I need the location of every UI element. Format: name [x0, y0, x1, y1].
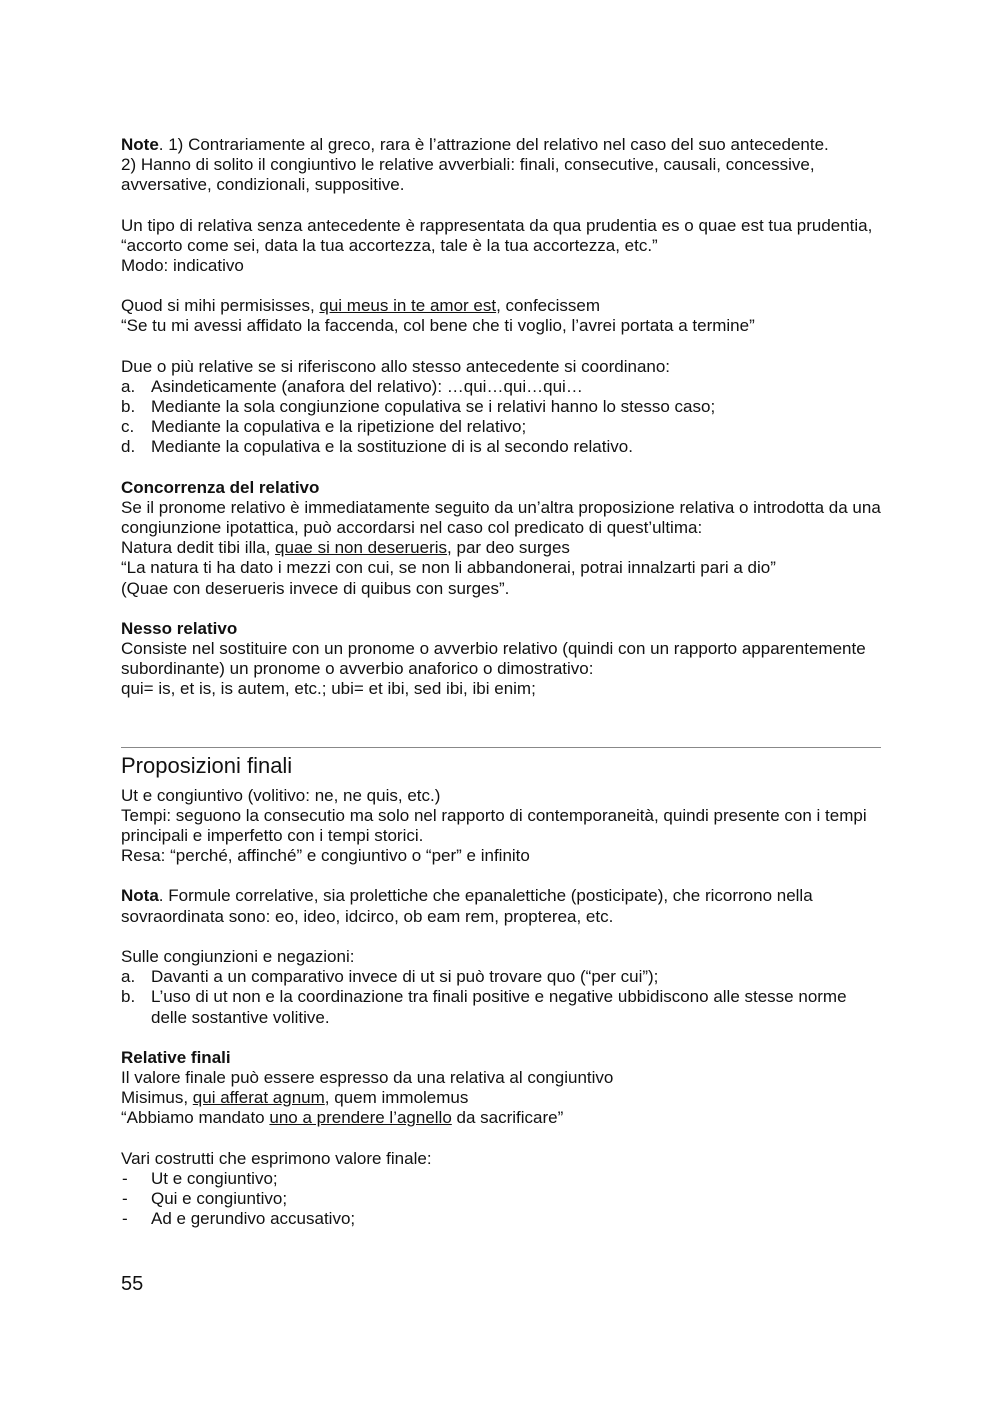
list-item: - Qui e congiuntivo; — [122, 1188, 288, 1208]
page-number: 55 — [121, 1273, 144, 1296]
list-item: d. Mediante la copulativa e la sostituzione di is al secondo relativo. — [121, 437, 633, 457]
coord-intro: Due o più relative se si riferiscono allo stesso antecedente si coordinano: — [121, 356, 671, 376]
list-item: b. L’uso di ut non e la coordinazione tra finali positive e negative ubbidiscono alle stesse norme delle sostantive volitive. — [121, 987, 847, 1027]
coord-list — [121, 377, 881, 458]
concorrenza-heading: Concorrenza del relativo — [121, 477, 320, 497]
finali-line-2: Tempi: seguono la consecutio ma solo nel rapporto di contemporaneità, quindi presente con i tempi principali e imperfetto con i tempi storici. — [121, 805, 867, 846]
list-item: c. Mediante la copulativa e la ripetizione del relativo; — [121, 417, 527, 437]
list-item: - Ad e gerundivo accusativo; — [122, 1209, 356, 1229]
nota-label: Nota — [121, 886, 159, 906]
nesso-heading: Nesso relativo — [121, 618, 238, 638]
list-item: b. Mediante la sola congiunzione copulativa se i relativi hanno lo stesso caso; — [121, 397, 716, 417]
section-divider — [121, 747, 881, 748]
note-paragraph-2: 2) Hanno di solito il congiuntivo le relative avverbiali: finali, consecutive, causali, concessive, avversative, condizionali, suppositive. — [121, 155, 815, 195]
example-quod: Quod si mihi permisisses, qui meus in te amor est, confecissem — [121, 296, 601, 316]
nota-paragraph: Nota. Formule correlative, sia prolettiche che epanalettiche (posticipate), che ricorrono nella sovraordinata sono: eo, ideo, idcirco, ob eam rem, propterea, etc. — [121, 886, 813, 926]
congiunzioni-intro: Sulle congiunzioni e negazioni: — [121, 946, 355, 966]
example-quod-translation: “Se tu mi avessi affidato la faccenda, col bene che ti voglio, l’avrei portata a termine” — [121, 316, 755, 336]
note-label: Note — [121, 135, 159, 154]
concorrenza-translation: “La natura ti ha dato i mezzi con cui, se non li abbandonerai, potrai innalzarti pari a dio” — [121, 558, 776, 578]
note-paragraph-1: Note. 1) Contrariamente al greco, rara è l’attrazione del relativo nel caso del suo antecedente. — [121, 135, 829, 154]
relativa-paragraph: Un tipo di relativa senza antecedente è rappresentata da qua prudentia es o quae est tua prudentia, “accorto come sei, data la tua accortezza, tale è la tua accortezza, etc.” — [121, 215, 873, 255]
concorrenza-note: (Quae con deserueris invece di quibus con surges”. — [121, 578, 510, 598]
document-body — [121, 135, 881, 1295]
nesso-examples: qui= is, et is, is autem, etc.; ubi= et ibi, sed ibi, ibi enim; — [121, 679, 536, 699]
relative-finali-example: Misimus, qui afferat agnum, quem immolemus — [121, 1088, 469, 1108]
finali-line-3: Resa: “perché, affinché” e congiuntivo o “per” e infinito — [121, 846, 530, 866]
relative-finali-text: Il valore finale può essere espresso da una relativa al congiuntivo — [121, 1067, 614, 1087]
list-item: - Ut e congiuntivo; — [122, 1168, 278, 1188]
finali-line-1: Ut e congiuntivo (volitivo: ne, ne quis, etc.) — [121, 785, 441, 805]
costrutti-list — [121, 1169, 881, 1230]
relative-finali-heading: Relative finali — [121, 1047, 231, 1067]
congiunzioni-list — [121, 967, 881, 1028]
section-title: Proposizioni finali — [121, 752, 293, 778]
list-item: a. Asindeticamente (anafora del relativo): …qui…qui…qui… — [121, 376, 583, 396]
list-item: a. Davanti a un comparativo invece di ut si può trovare quo (“per cui”); — [121, 967, 659, 987]
relative-finali-translation: “Abbiamo mandato uno a prendere l’agnello da sacrificare” — [121, 1108, 564, 1128]
concorrenza-text: Se il pronome relativo è immediatamente seguito da un’altra proposizione relativa o introdotta da una congiunzione ipotattica, può accordarsi nel caso col predicato di quest’ultima: — [121, 497, 881, 538]
nesso-text: Consiste nel sostituire con un pronome o avverbio relativo (quindi con un rapporto apparentemente subordinante) un pronome o avverbio anaforico o dimostrativo: — [121, 639, 866, 679]
modo-line: Modo: indicativo — [121, 256, 244, 276]
concorrenza-example: Natura dedit tibi illa, quae si non deserueris, par deo surges — [121, 538, 570, 558]
costrutti-intro: Vari costrutti che esprimono valore finale: — [121, 1148, 432, 1168]
